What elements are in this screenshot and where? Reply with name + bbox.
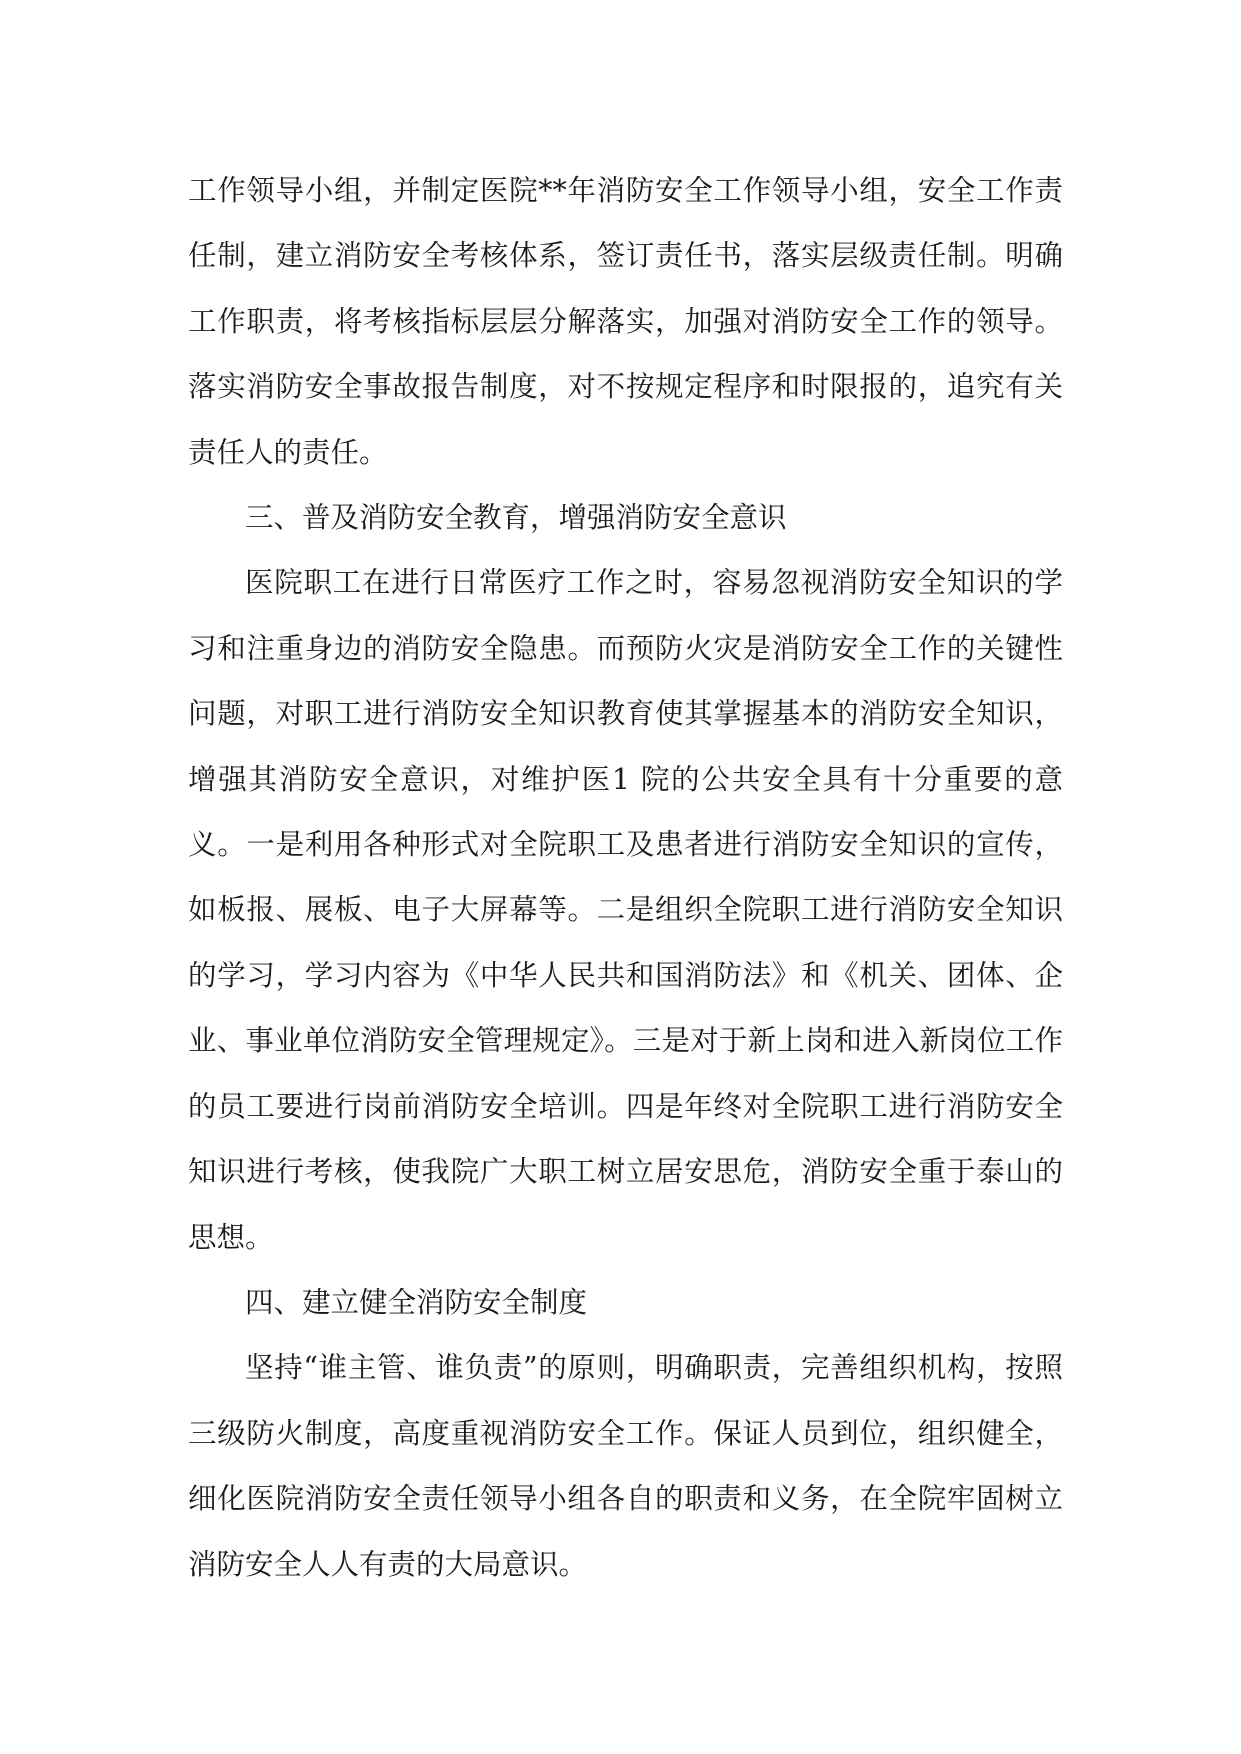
paragraph-leadership-responsibility: 工作领导小组，并制定医院**年消防安全工作领导小组，安全工作责任制，建立消防安全考核体系，签订责任书，落实层级责任制。明确工作职责，将考核指标层层分解落实，加强对消防安全工作的领导。落实消防安全事故报告制度，对不按规定程序和时限报的，追究有关责任人的责任。: [188, 174, 1063, 469]
section-heading-3: 三、普及消防安全教育，增强消防安全意识: [245, 501, 787, 535]
paragraph-safety-education: 医院职工在进行日常医疗工作之时，容易忽视消防安全知识的学习和注重身边的消防安全隐患。而预防火灾是消防安全工作的关键性问题，对职工进行消防安全知识教育使其掌握基本的消防安全知识，增强其消防安全意识，对维护医1 院的公共安全具有十分重要的意义。一是利用各种形式对全院职工及患者进行消防安全知识的宣传，如板报、展板、电子大屏幕等。二是组织全院职工进行消防安全知识的学习，学习内容为《中华人民共和国消防法》和《机关、团体、企业、事业单位消防安全管理规定》。三是对于新上岗和进入新岗位工作的员工要进行岗前消防安全培训。四是年终对全院职工进行消防安全知识进行考核，使我院广大职工树立居安思危，消防安全重于泰山的思想。: [188, 566, 1063, 1254]
document-body: [188, 158, 1063, 1597]
paragraph-safety-system: 坚持“谁主管、谁负责”的原则，明确职责，完善组织机构，按照三级防火制度，高度重视消防安全工作。保证人员到位，组织健全，细化医院消防安全责任领导小组各自的职责和义务，在全院牢固树立消防安全人人有责的大局意识。: [188, 1351, 1063, 1581]
section-heading-4: 四、建立健全消防安全制度: [245, 1285, 588, 1319]
